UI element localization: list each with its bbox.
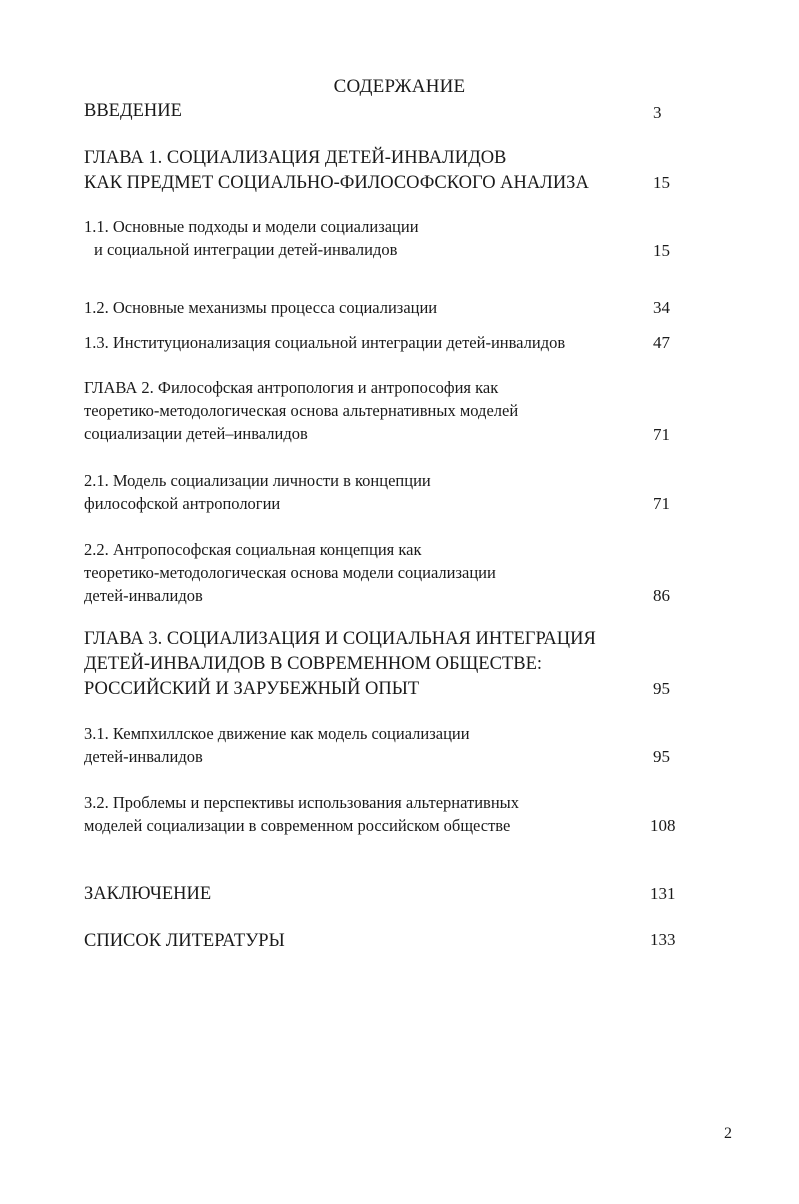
- toc-page-number: 95: [653, 747, 670, 766]
- toc-entry-text: СПИСОК ЛИТЕРАТУРЫ: [84, 931, 285, 951]
- toc-entry-text: 1.3. Институционализация социальной интеграции детей-инвалидов: [84, 333, 566, 352]
- toc-entry-text: КАК ПРЕДМЕТ СОЦИАЛЬНО-ФИЛОСОФСКОГО АНАЛИЗА: [84, 173, 589, 193]
- toc-entry-chapter-2: [84, 376, 614, 445]
- toc-page-number: 71: [653, 494, 670, 513]
- toc-entry-section-2-2: [84, 538, 614, 607]
- toc-entry-text: ГЛАВА 3. СОЦИАЛИЗАЦИЯ И СОЦИАЛЬНАЯ ИНТЕГРАЦИЯ: [84, 629, 596, 649]
- toc-page-number: 95: [653, 679, 670, 698]
- toc-entry-text: детей-инвалидов: [84, 747, 203, 766]
- toc-entry-text: РОССИЙСКИЙ И ЗАРУБЕЖНЫЙ ОПЫТ: [84, 679, 420, 699]
- toc-entry-conclusion: [84, 882, 614, 907]
- toc-entry-chapter-3: [84, 627, 614, 702]
- toc-entry-text: 3.2. Проблемы и перспективы использования альтернативных: [84, 793, 519, 812]
- toc-entry-text: ВВЕДЕНИЕ: [84, 101, 182, 121]
- toc-page-number: 133: [650, 930, 676, 949]
- toc-page-number: 108: [650, 816, 676, 835]
- toc-page-number: 86: [653, 586, 670, 605]
- toc-page-number: 3: [653, 103, 662, 122]
- toc-entry-introduction: [84, 99, 614, 124]
- toc-entry-section-1-2: [84, 296, 614, 319]
- toc-entry-text: теоретико-методологическая основа модели социализации: [84, 563, 496, 582]
- toc-page-number: 47: [653, 333, 670, 352]
- toc-entry-text: 3.1. Кемпхиллское движение как модель социализации: [84, 724, 470, 743]
- toc-entry-text: 1.1. Основные подходы и модели социализации: [84, 217, 419, 236]
- toc-entry-section-2-1: [84, 469, 614, 515]
- toc-entry-text: философской антропологии: [84, 494, 281, 513]
- toc-entry-text: детей-инвалидов: [84, 586, 203, 605]
- toc-title: СОДЕРЖАНИЕ: [333, 76, 466, 97]
- toc-entry-text: ДЕТЕЙ-ИНВАЛИДОВ В СОВРЕМЕННОМ ОБЩЕСТВЕ:: [84, 654, 543, 674]
- toc-entry-section-1-3: [84, 331, 644, 354]
- toc-entry-text: 2.1. Модель социализации личности в концепции: [84, 471, 431, 490]
- toc-entry-text: ГЛАВА 2. Философская антропология и антропософия как: [84, 378, 499, 397]
- toc-entry-text: теоретико-методологическая основа альтернативных моделей: [84, 401, 519, 420]
- toc-entry-chapter-1: [84, 146, 614, 196]
- toc-entry-section-3-2: [84, 791, 614, 837]
- toc-page-number: 71: [653, 425, 670, 444]
- toc-entry-bibliography: [84, 929, 614, 954]
- toc-entry-text: 1.2. Основные механизмы процесса социализации: [84, 298, 438, 317]
- toc-entry-section-1-1: [84, 215, 614, 261]
- page-number-folio: 2: [724, 1125, 732, 1142]
- toc-page-number: 131: [650, 884, 676, 903]
- toc-entry-text: моделей социализации в современном российском обществе: [84, 816, 511, 835]
- toc-entry-text: ЗАКЛЮЧЕНИЕ: [84, 884, 212, 904]
- toc-page-number: 15: [653, 173, 670, 192]
- toc-entry-text: ГЛАВА 1. СОЦИАЛИЗАЦИЯ ДЕТЕЙ-ИНВАЛИДОВ: [84, 148, 507, 168]
- toc-entry-section-3-1: [84, 722, 614, 768]
- toc-entry-text: 2.2. Антропософская социальная концепция как: [84, 540, 422, 559]
- toc-entry-text: и социальной интеграции детей-инвалидов: [94, 240, 398, 259]
- toc-page-number: 34: [653, 298, 670, 317]
- toc-page-number: 15: [653, 241, 670, 260]
- toc-entry-text: социализации детей–инвалидов: [84, 424, 308, 443]
